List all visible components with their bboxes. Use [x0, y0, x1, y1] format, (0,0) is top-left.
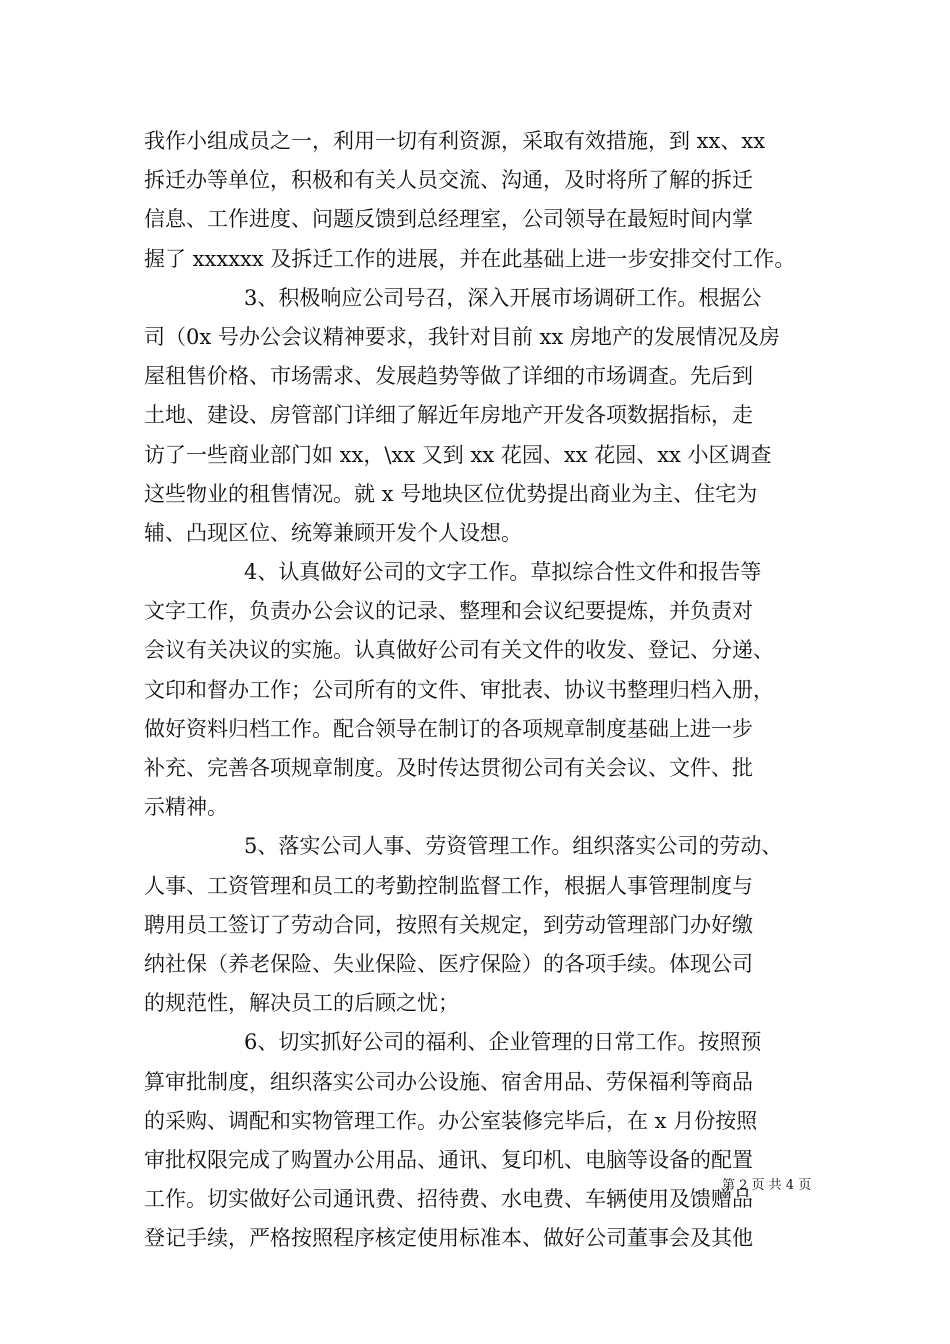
- text-line: 3、积极响应公司号召，深入开展市场调研工作。根据公: [244, 285, 762, 310]
- text-line: 土地、建设、房管部门详细了解近年房地产开发各项数据指标，走: [144, 403, 753, 428]
- text-line: 示精神。: [144, 795, 228, 820]
- text-line: 人事、工资管理和员工的考勤控制监督工作，根据人事管理制度与: [144, 873, 753, 898]
- text-line: 算审批制度，组织落实公司办公设施、宿舍用品、劳保福利等商品: [144, 1069, 753, 1094]
- page-number: 第 2 页 共 4 页: [722, 1178, 812, 1193]
- text-line: 这些物业的租售情况。就 x 号地块区位优势提出商业为主、住宅为: [144, 481, 758, 506]
- text-line: 工作。切实做好公司通讯费、招待费、水电费、车辆使用及馈赠品: [144, 1187, 753, 1212]
- text-line: 纳社保（养老保险、失业保险、医疗保险）的各项手续。体现公司: [144, 951, 753, 976]
- text-line: 聘用员工签订了劳动合同，按照有关规定，到劳动管理部门办好缴: [144, 912, 753, 937]
- text-line: 信息、工作进度、问题反馈到总经理室，公司领导在最短时间内掌: [144, 207, 753, 232]
- text-line: 我作小组成员之一，利用一切有利资源，采取有效措施，到 xx、xx: [144, 129, 766, 153]
- text-line: 文印和督办工作；公司所有的文件、审批表、协议书整理归档入册，: [144, 677, 774, 702]
- text-line: 登记手续，严格按照程序核定使用标准本、做好公司董事会及其他: [144, 1226, 753, 1251]
- text-line: 会议有关决议的实施。认真做好公司有关文件的收发、登记、分递、: [144, 638, 774, 663]
- text-line: 补充、完善各项规章制度。及时传达贯彻公司有关会议、文件、批: [144, 756, 753, 780]
- text-line: 的采购、调配和实物管理工作。办公室装修完毕后，在 x 月份按照: [144, 1108, 758, 1133]
- text-line: 握了 xxxxxx 及拆迁工作的进展，并在此基础上进一步安排交付工作。: [144, 246, 796, 271]
- text-line: 屋租售价格、市场需求、发展趋势等做了详细的市场调查。先后到: [144, 364, 753, 389]
- text-line: 辅、凸现区位、统筹兼顾开发个人设想。: [144, 520, 522, 545]
- text-line: 4、认真做好公司的文字工作。草拟综合性文件和报告等: [244, 560, 762, 585]
- text-line: 5、落实公司人事、劳资管理工作。组织落实公司的劳动、: [244, 834, 783, 859]
- text-line: 的规范性，解决员工的后顾之忧；: [144, 991, 459, 1016]
- document-body: [144, 122, 812, 1258]
- text-line: 6、切实抓好公司的福利、企业管理的日常工作。按照预: [244, 1030, 762, 1055]
- text-line: 司（0x 号办公会议精神要求，我针对目前 xx 房地产的发展情况及房: [144, 324, 780, 349]
- text-line: 做好资料归档工作。配合领导在制订的各项规章制度基础上进一步: [144, 716, 753, 741]
- text-line: 审批权限完成了购置办公用品、通讯、复印机、电脑等设备的配置: [144, 1147, 753, 1172]
- text-line: 访了一些商业部门如 xx，\xx 又到 xx 花园、xx 花园、xx 小区调查: [144, 442, 772, 467]
- text-line: 文字工作，负责办公会议的记录、整理和会议纪要提炼，并负责对: [144, 599, 753, 624]
- text-line: 拆迁办等单位，积极和有关人员交流、沟通，及时将所了解的拆迁: [144, 168, 753, 193]
